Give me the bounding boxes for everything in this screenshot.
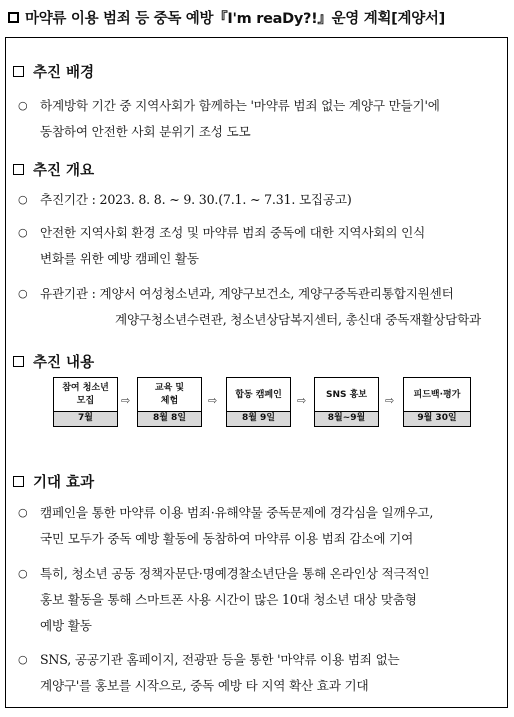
flow-step-education: 교육 및 체험 8월 8일: [137, 377, 202, 427]
document-title: [8, 6, 508, 28]
section-background-heading: 추진 배경: [13, 61, 94, 82]
flow-step-campaign: 합동 캠페인 8월 9일: [226, 377, 291, 427]
section-square-icon: [13, 356, 24, 367]
document-title-text: 마약류 이용 범죄 등 중독 예방『I'm reaDy?!』운영 계획[계양서]: [25, 10, 445, 27]
section-square-icon: [13, 164, 24, 175]
flow-step-recruit: 참여 청소년 모집 7월: [53, 377, 118, 427]
bullet-circle-icon: ○: [18, 653, 28, 666]
bullet-circle-icon: ○: [18, 506, 28, 519]
flow-step-sns: SNS 홍보 8월~9월: [314, 377, 379, 427]
section-square-icon: [13, 66, 24, 77]
title-checkbox-icon: [8, 12, 19, 23]
flow-arrow-icon: ⇨: [208, 394, 218, 407]
bullet-circle-icon: ○: [18, 567, 28, 580]
bullet-circle-icon: ○: [18, 193, 28, 206]
bullet-circle-icon: ○: [18, 287, 28, 300]
section-effects-heading: 기대 효과: [13, 471, 94, 492]
flow-arrow-icon: ⇨: [385, 394, 395, 407]
bullet-circle-icon: ○: [18, 99, 28, 112]
flow-arrow-icon: ⇨: [121, 394, 131, 407]
section-overview-heading: 추진 개요: [13, 159, 94, 180]
section-contents-heading: 추진 내용: [13, 351, 94, 372]
flow-arrow-icon: ⇨: [297, 394, 307, 407]
section-square-icon: [13, 476, 24, 487]
flow-step-feedback: 피드백·평가 9월 30일: [403, 377, 471, 427]
bullet-circle-icon: ○: [18, 226, 28, 239]
